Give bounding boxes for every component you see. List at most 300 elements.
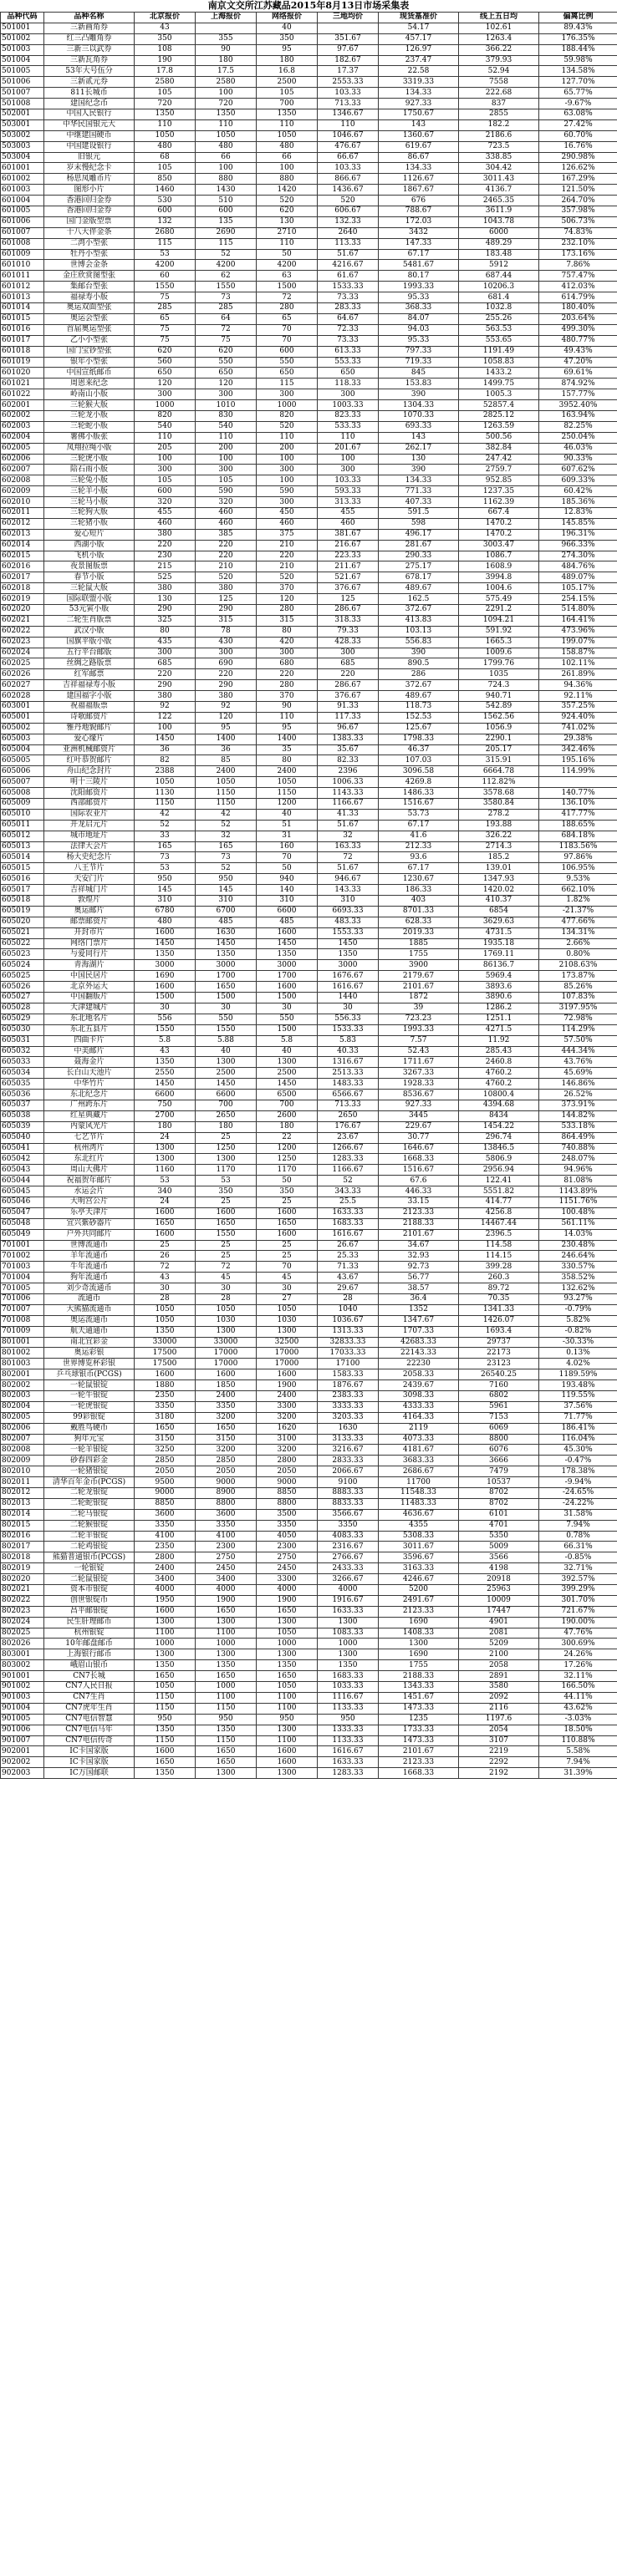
table-row [1, 949, 617, 960]
five-day-avg-cell: 1426.07 [459, 1315, 539, 1326]
shanghai-price-cell: 300 [196, 465, 257, 475]
base-price-cell: 5308.33 [379, 1531, 459, 1542]
five-day-avg-cell: 139.01 [459, 863, 539, 874]
online-price-cell: 17000 [257, 1348, 318, 1359]
code-cell: 901004 [1, 1703, 44, 1714]
deviation-cell: 3197.95% [539, 1003, 617, 1014]
shanghai-price-cell: 73 [196, 852, 257, 863]
name-cell: 三新瓦角券 [44, 55, 135, 66]
base-price-cell: 7.57 [379, 1035, 459, 1046]
shanghai-price-cell: 1100 [196, 1692, 257, 1703]
beijing-price-cell: 53 [135, 1176, 196, 1186]
five-day-avg-cell: 1035 [459, 669, 539, 680]
deviation-cell: 392.57% [539, 1574, 617, 1585]
online-price-cell: 105 [257, 88, 318, 99]
online-price-cell: 95 [257, 44, 318, 55]
five-day-avg-cell: 1263.4 [459, 33, 539, 44]
deviation-cell: 7.94% [539, 1520, 617, 1531]
base-price-cell: 34.67 [379, 1240, 459, 1251]
code-cell: 605012 [1, 831, 44, 841]
deviation-cell: -0.85% [539, 1552, 617, 1563]
avg-price-cell: 6693.33 [318, 906, 379, 917]
table-row [1, 799, 617, 810]
online-price-cell: 95 [257, 723, 318, 734]
avg-price-cell: 220 [318, 669, 379, 680]
name-cell: 五行平台邮版 [44, 648, 135, 658]
beijing-price-cell: 1350 [135, 1768, 196, 1779]
online-price-cell: 2710 [257, 227, 318, 238]
avg-price-cell: 946.67 [318, 874, 379, 885]
five-day-avg-cell: 5551.82 [459, 1186, 539, 1197]
code-cell: 701002 [1, 1251, 44, 1262]
avg-price-cell: 310 [318, 896, 379, 907]
code-cell: 803001 [1, 1649, 44, 1660]
name-cell: 三新三以武券 [44, 44, 135, 55]
beijing-price-cell: 310 [135, 896, 196, 907]
table-row [1, 1725, 617, 1735]
deviation-cell: 246.64% [539, 1251, 617, 1262]
deviation-cell: 473.96% [539, 626, 617, 637]
table-row [1, 518, 617, 529]
shanghai-price-cell: 8900 [196, 1488, 257, 1499]
five-day-avg-cell: 6069 [459, 1423, 539, 1434]
base-price-cell: 4636.67 [379, 1509, 459, 1520]
deviation-cell: 65.77% [539, 88, 617, 99]
online-price-cell: 2600 [257, 1110, 318, 1121]
avg-price-cell: 381.67 [318, 529, 379, 540]
name-cell: 航天通通币 [44, 1326, 135, 1337]
online-price-cell: 130 [257, 216, 318, 227]
code-cell: 701009 [1, 1326, 44, 1337]
name-cell: 聂海金片 [44, 1057, 135, 1068]
beijing-price-cell: 17500 [135, 1359, 196, 1369]
shanghai-price-cell: 1300 [196, 1617, 257, 1628]
avg-price-cell: 2396 [318, 766, 379, 777]
online-price-cell: 590 [257, 486, 318, 497]
shanghai-price-cell: 110 [196, 432, 257, 443]
five-day-avg-cell: 4198 [459, 1563, 539, 1574]
shanghai-price-cell: 105 [196, 475, 257, 486]
deviation-cell: 127.70% [539, 77, 617, 88]
code-cell: 602016 [1, 561, 44, 572]
deviation-cell: 5.58% [539, 1746, 617, 1757]
avg-price-cell: 1040 [318, 1304, 379, 1315]
deviation-cell: 0.78% [539, 1531, 617, 1542]
code-cell: 802006 [1, 1423, 44, 1434]
online-price-cell: 520 [257, 196, 318, 206]
deviation-cell: 186.41% [539, 1423, 617, 1434]
five-day-avg-cell: 3566 [459, 1552, 539, 1563]
base-price-cell: 2179.67 [379, 971, 459, 982]
avg-price-cell: 4000 [318, 1585, 379, 1596]
online-price-cell: 485 [257, 917, 318, 927]
code-cell: 605008 [1, 788, 44, 799]
code-cell: 802016 [1, 1531, 44, 1542]
base-price-cell: 1516.67 [379, 799, 459, 810]
online-price-cell: 280 [257, 604, 318, 615]
name-cell: 811长城币 [44, 88, 135, 99]
deviation-cell: 110.88% [539, 1735, 617, 1746]
table-row [1, 1660, 617, 1671]
deviation-cell: 740.88% [539, 1143, 617, 1154]
online-price-cell: 66 [257, 152, 318, 163]
name-cell: 99彩银锭 [44, 1412, 135, 1423]
shanghai-price-cell: 1650 [196, 1218, 257, 1229]
avg-price-cell: 1316.67 [318, 1057, 379, 1068]
deviation-cell: 60.70% [539, 130, 617, 141]
five-day-avg-cell: 114.58 [459, 1240, 539, 1251]
deviation-cell: 607.62% [539, 465, 617, 475]
beijing-price-cell: 1350 [135, 949, 196, 960]
name-cell: 二轮生肖版票 [44, 615, 135, 626]
avg-price-cell: 376.67 [318, 583, 379, 594]
name-cell: 红三凸雕角券 [44, 33, 135, 44]
code-cell: 605032 [1, 1046, 44, 1057]
avg-price-cell: 2553.33 [318, 77, 379, 88]
deviation-cell: 261.89% [539, 669, 617, 680]
table-row [1, 1014, 617, 1024]
deviation-cell: 185.36% [539, 497, 617, 508]
name-cell: 薯佛小版张 [44, 432, 135, 443]
beijing-price-cell: 380 [135, 691, 196, 702]
avg-price-cell: 25.5 [318, 1197, 379, 1207]
base-price-cell: 186.33 [379, 885, 459, 896]
code-cell: 601016 [1, 324, 44, 335]
shanghai-price-cell: 52 [196, 249, 257, 260]
deviation-cell: 16.76% [539, 141, 617, 152]
deviation-cell: 71.77% [539, 1412, 617, 1423]
name-cell: IC万国邮联 [44, 1768, 135, 1779]
table-row [1, 852, 617, 863]
shanghai-price-cell: 380 [196, 583, 257, 594]
code-cell: 605028 [1, 1003, 44, 1014]
table-row [1, 1585, 617, 1596]
avg-price-cell: 1300 [318, 1649, 379, 1660]
online-price-cell: 1100 [257, 1703, 318, 1714]
code-cell: 802003 [1, 1391, 44, 1402]
base-price-cell: 2188.33 [379, 1218, 459, 1229]
online-price-cell: 2450 [257, 1563, 318, 1574]
beijing-price-cell: 1160 [135, 1165, 196, 1176]
base-price-cell: 22143.33 [379, 1348, 459, 1359]
shanghai-price-cell: 300 [196, 389, 257, 400]
base-price-cell: 1798.33 [379, 734, 459, 744]
beijing-price-cell: 340 [135, 1186, 196, 1197]
beijing-price-cell: 1650 [135, 1423, 196, 1434]
five-day-avg-cell: 2891 [459, 1671, 539, 1682]
name-cell: 53元寅小版 [44, 604, 135, 615]
table-row [1, 1251, 617, 1262]
table-row [1, 454, 617, 465]
shanghai-price-cell: 66 [196, 152, 257, 163]
deviation-cell: 47.76% [539, 1628, 617, 1639]
code-cell: 605043 [1, 1165, 44, 1176]
five-day-avg-cell: 1562.56 [459, 712, 539, 723]
deviation-cell: 477.66% [539, 917, 617, 927]
avg-price-cell: 823.33 [318, 410, 379, 421]
shanghai-price-cell: 2050 [196, 1466, 257, 1477]
online-price-cell: 31 [257, 831, 318, 841]
code-cell: 602001 [1, 400, 44, 411]
five-day-avg-cell: 13846.5 [459, 1143, 539, 1154]
code-cell: 802005 [1, 1412, 44, 1423]
avg-price-cell: 1630 [318, 1423, 379, 1434]
deviation-cell: 1189.59% [539, 1369, 617, 1380]
beijing-price-cell: 530 [135, 196, 196, 206]
base-price-cell: 890.5 [379, 658, 459, 669]
online-price-cell: 160 [257, 841, 318, 852]
online-price-cell: 1500 [257, 993, 318, 1003]
name-cell: 东北五县片 [44, 1024, 135, 1035]
online-price-cell: 140 [257, 885, 318, 896]
beijing-price-cell: 2580 [135, 77, 196, 88]
code-cell: 605020 [1, 917, 44, 927]
code-cell: 605044 [1, 1176, 44, 1186]
avg-price-cell: 1676.67 [318, 971, 379, 982]
online-price-cell: 3200 [257, 1445, 318, 1456]
shanghai-price-cell: 460 [196, 507, 257, 518]
base-price-cell: 1872 [379, 993, 459, 1003]
shanghai-price-cell: 72 [196, 324, 257, 335]
shanghai-price-cell: 100 [196, 163, 257, 174]
beijing-price-cell: 1600 [135, 1207, 196, 1218]
avg-price-cell: 9100 [318, 1477, 379, 1488]
deviation-cell: 300.69% [539, 1639, 617, 1649]
avg-price-cell: 61.67 [318, 271, 379, 282]
table-row [1, 831, 617, 841]
name-cell: 砂春四彩金 [44, 1456, 135, 1466]
avg-price-cell: 556.33 [318, 1014, 379, 1024]
table-row [1, 313, 617, 324]
base-price-cell: 2101.67 [379, 982, 459, 993]
table-row [1, 486, 617, 497]
five-day-avg-cell: 724.3 [459, 680, 539, 691]
online-price-cell: 1350 [257, 1660, 318, 1671]
online-price-cell: 4050 [257, 1531, 318, 1542]
online-price-cell: 1400 [257, 734, 318, 744]
base-price-cell: 1070.33 [379, 410, 459, 421]
code-cell: 605027 [1, 993, 44, 1003]
shanghai-price-cell: 30 [196, 1003, 257, 1014]
online-price-cell: 300 [257, 497, 318, 508]
base-price-cell: 4164.33 [379, 1412, 459, 1423]
online-price-cell: 51 [257, 820, 318, 831]
avg-price-cell: 286.67 [318, 604, 379, 615]
online-price-cell: 17000 [257, 1359, 318, 1369]
deviation-cell: 29.38% [539, 734, 617, 744]
online-price-cell: 2500 [257, 77, 318, 88]
deviation-cell: 230.48% [539, 1240, 617, 1251]
shanghai-price-cell: 4000 [196, 1585, 257, 1596]
shanghai-price-cell: 100 [196, 88, 257, 99]
code-cell: 605042 [1, 1154, 44, 1165]
online-price-cell: 40 [257, 23, 318, 33]
beijing-price-cell: 9000 [135, 1488, 196, 1499]
base-price-cell: 162.5 [379, 594, 459, 605]
code-cell: 802022 [1, 1595, 44, 1606]
code-cell: 605038 [1, 1110, 44, 1121]
avg-price-cell: 97.67 [318, 44, 379, 55]
avg-price-cell: 2383.33 [318, 1391, 379, 1402]
five-day-avg-cell: 8434 [459, 1110, 539, 1121]
five-day-avg-cell: 4394.68 [459, 1100, 539, 1110]
online-price-cell: 3000 [257, 960, 318, 971]
beijing-price-cell: 3400 [135, 1574, 196, 1585]
five-day-avg-cell: 4701 [459, 1520, 539, 1531]
beijing-price-cell: 2800 [135, 1552, 196, 1563]
beijing-price-cell: 1650 [135, 1757, 196, 1768]
shanghai-price-cell: 110 [196, 119, 257, 130]
code-cell: 605011 [1, 820, 44, 831]
table-row [1, 1595, 617, 1606]
code-cell: 602022 [1, 626, 44, 637]
beijing-price-cell: 1300 [135, 1143, 196, 1154]
avg-price-cell: 1450 [318, 938, 379, 949]
name-cell: 岁末慢纪念卡 [44, 163, 135, 174]
code-cell: 801003 [1, 1359, 44, 1369]
base-price-cell: 1690 [379, 1617, 459, 1628]
deviation-cell: 480.77% [539, 335, 617, 346]
beijing-price-cell: 380 [135, 529, 196, 540]
table-row [1, 626, 617, 637]
code-cell: 605016 [1, 874, 44, 885]
base-price-cell: 130 [379, 454, 459, 465]
beijing-price-cell: 1300 [135, 1617, 196, 1628]
deviation-cell: 81.08% [539, 1176, 617, 1186]
avg-price-cell: 4216.67 [318, 260, 379, 271]
code-cell: 605034 [1, 1068, 44, 1079]
name-cell: 一轮羊银锭 [44, 1445, 135, 1456]
shanghai-price-cell: 1650 [196, 1757, 257, 1768]
name-cell: 狗年元宝 [44, 1434, 135, 1445]
base-price-cell: 237.47 [379, 55, 459, 66]
five-day-avg-cell: 1470.2 [459, 518, 539, 529]
deviation-cell: 121.50% [539, 185, 617, 196]
name-cell: 国门宝钞型张 [44, 346, 135, 357]
beijing-price-cell: 480 [135, 917, 196, 927]
base-price-cell: 1668.33 [379, 1768, 459, 1779]
online-price-cell: 950 [257, 1714, 318, 1725]
name-cell: 一轮牛银锭 [44, 1391, 135, 1402]
beijing-price-cell: 82 [135, 755, 196, 766]
name-cell: CN7电信传奇 [44, 1735, 135, 1746]
shanghai-price-cell: 64 [196, 313, 257, 324]
online-price-cell: 1650 [257, 1671, 318, 1682]
online-price-cell: 220 [257, 551, 318, 561]
name-cell: 城市地址片 [44, 831, 135, 841]
code-cell: 902001 [1, 1746, 44, 1757]
avg-price-cell: 1876.67 [318, 1380, 379, 1391]
base-price-cell: 598 [379, 518, 459, 529]
online-price-cell: 520 [257, 421, 318, 432]
avg-price-cell: 3266.67 [318, 1574, 379, 1585]
avg-price-cell: 521.67 [318, 572, 379, 583]
name-cell: 周恩来纪念 [44, 379, 135, 389]
table-row [1, 1100, 617, 1110]
name-cell: 中国建设银行 [44, 141, 135, 152]
beijing-price-cell: 300 [135, 389, 196, 400]
code-cell: 802020 [1, 1574, 44, 1585]
deviation-cell: 290.98% [539, 152, 617, 163]
five-day-avg-cell: 500.56 [459, 432, 539, 443]
table-row [1, 99, 617, 109]
name-cell: 奥运邮片 [44, 906, 135, 917]
five-day-avg-cell: 10537 [459, 1477, 539, 1488]
shanghai-price-cell: 350 [196, 1186, 257, 1197]
base-price-cell: 32.93 [379, 1251, 459, 1262]
beijing-price-cell: 3180 [135, 1412, 196, 1423]
deviation-cell: 444.34% [539, 1046, 617, 1057]
base-price-cell: 372.67 [379, 680, 459, 691]
five-day-avg-cell: 3580.84 [459, 799, 539, 810]
online-price-cell: 550 [257, 357, 318, 368]
online-price-cell: 300 [257, 465, 318, 475]
deviation-cell: 126.62% [539, 163, 617, 174]
online-price-cell: 1600 [257, 1207, 318, 1218]
base-price-cell: 1993.33 [379, 282, 459, 292]
base-price-cell: 11700 [379, 1477, 459, 1488]
table-row [1, 1229, 617, 1240]
five-day-avg-cell: 553.65 [459, 335, 539, 346]
avg-price-cell: 79.33 [318, 626, 379, 637]
base-price-cell: 2101.67 [379, 1746, 459, 1757]
five-day-avg-cell: 4271.5 [459, 1024, 539, 1035]
online-price-cell: 35 [257, 744, 318, 755]
online-price-cell: 520 [257, 572, 318, 583]
col-deviation-header: 偏离比例 [539, 13, 617, 23]
name-cell: CN7长城 [44, 1671, 135, 1682]
five-day-avg-cell: 1935.18 [459, 938, 539, 949]
shanghai-price-cell: 1010 [196, 400, 257, 411]
deviation-cell: 46.03% [539, 443, 617, 454]
header-row [1, 13, 617, 23]
name-cell: 亚洲机械邮资片 [44, 744, 135, 755]
shanghai-price-cell: 1300 [196, 1057, 257, 1068]
deviation-cell: 330.57% [539, 1262, 617, 1273]
name-cell: 清华百年金币(PCGS) [44, 1477, 135, 1488]
name-cell: 明十三陵片 [44, 777, 135, 788]
deviation-cell: 74.83% [539, 227, 617, 238]
table-row [1, 163, 617, 174]
table-row [1, 1068, 617, 1079]
shanghai-price-cell: 290 [196, 604, 257, 615]
online-price-cell: 6600 [257, 906, 318, 917]
code-cell: 602024 [1, 648, 44, 658]
deviation-cell: 57.50% [539, 1035, 617, 1046]
table-row [1, 410, 617, 421]
code-cell: 605003 [1, 734, 44, 744]
base-price-cell: 693.33 [379, 421, 459, 432]
five-day-avg-cell: 23123 [459, 1359, 539, 1369]
base-price-cell: 927.33 [379, 1100, 459, 1110]
beijing-price-cell: 435 [135, 637, 196, 648]
five-day-avg-cell: 255.26 [459, 313, 539, 324]
name-cell: 杭州湾片 [44, 1143, 135, 1154]
avg-price-cell: 533.33 [318, 421, 379, 432]
deviation-cell: 166.50% [539, 1682, 617, 1693]
name-cell: 三轮猴大版 [44, 400, 135, 411]
deviation-cell: 7.86% [539, 260, 617, 271]
code-cell: 901003 [1, 1692, 44, 1703]
five-day-avg-cell: 1799.76 [459, 658, 539, 669]
avg-price-cell: 713.33 [318, 99, 379, 109]
name-cell: 广州跨东片 [44, 1100, 135, 1110]
base-price-cell: 281.67 [379, 540, 459, 551]
code-cell: 601005 [1, 206, 44, 217]
beijing-price-cell: 1050 [135, 1682, 196, 1693]
five-day-avg-cell: 4731.5 [459, 927, 539, 938]
shanghai-price-cell: 30 [196, 1283, 257, 1294]
